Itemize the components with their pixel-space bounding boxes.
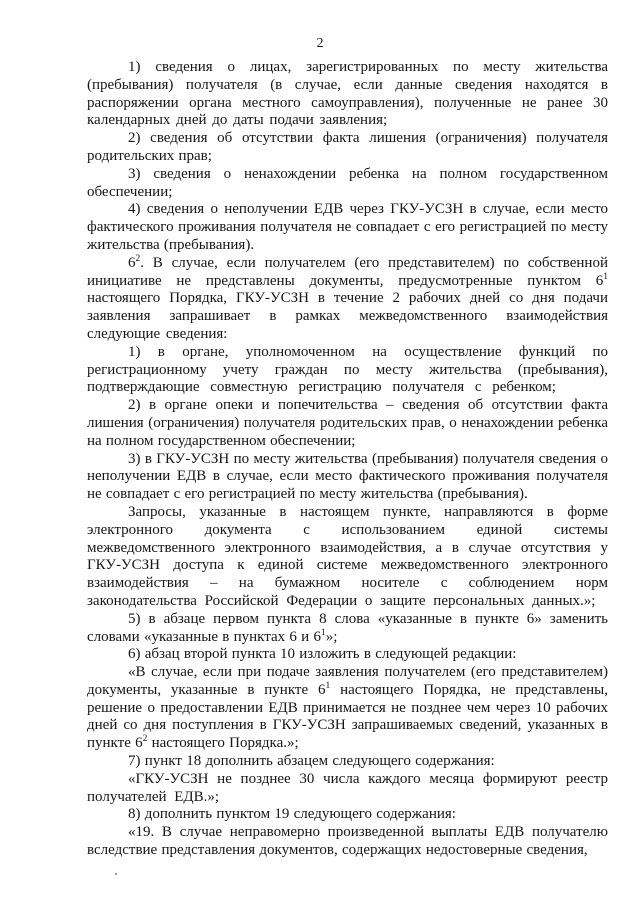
superscript: 1 (603, 271, 608, 282)
text-run: 3) сведения о ненахождении ребенка на полном государственном обеспечении; (87, 165, 608, 200)
text-run: 1) в органе, уполномоченном на осуществление функций по регистрационному учету граждан по месту жительства (пребывания), подтверждающие совместную регистрацию получателя с ребенком; (87, 343, 608, 396)
superscript: 1 (325, 680, 331, 691)
paragraph-p7 (87, 397, 608, 450)
text-run: 5) в абзаце первом пункта 8 слова «указанные в пункте 6» заменить словами «указанные в пунктах 6 и 6 (87, 610, 608, 645)
text-run: настоящего Порядка, ГКУ-УСЗН в течение 2 рабочих дней со дня подачи заявления запрашивает в рамках межведомственного взаимодействия следующие сведения: (87, 290, 608, 342)
text-run: 7) пункт 18 дополнить абзацем следующего содержания: (128, 753, 495, 770)
paragraph-p14 (87, 771, 608, 807)
text-run: »; (325, 628, 338, 645)
page-number: 2 (316, 36, 324, 51)
superscript: 1 (320, 627, 326, 638)
text-run: 3) в ГКУ-УСЗН по месту жительства (пребывания) получателя сведения о неполучении ЕДВ в случае, если место фактического проживания получателя не совпадает с его регистрацией по месту жительства (пребывания). (87, 450, 608, 503)
text-run: 4) сведения о неполучении ЕДВ через ГКУ-УСЗН в случае, если место фактического проживания получателя не совпадает с его регистрацией по месту жительства (пребывания). (87, 201, 608, 253)
text-run: настоящего Порядка.»; (147, 735, 299, 752)
text-run: 6) абзац второй пункта 10 изложить в следующей редакции: (128, 646, 517, 663)
paragraph-p6 (87, 344, 608, 397)
paragraph-p1 (87, 59, 608, 130)
text-run: 2) сведения об отсутствии факта лишения (ограничения) получателя родительских прав; (87, 130, 608, 164)
paragraph-p2 (87, 130, 608, 166)
paragraph-p5 (87, 255, 608, 344)
paragraph-p9 (87, 504, 608, 611)
paragraph-p4 (87, 201, 608, 254)
scan-speck (115, 873, 117, 875)
text-run: 8) дополнить пунктом 19 следующего содержания: (128, 806, 456, 823)
paragraph-p3 (87, 166, 608, 202)
text-run: 2) в органе опеки и попечительства – сведения об отсутствии факта лишения (ограничения) получателя родительских прав, о ненахождении ребенка на полном государственном обеспечении; (87, 397, 608, 449)
text-run: «В случае, если при подаче заявления получателем (его представителем) документы, указанные в пункте 6 (87, 664, 608, 698)
paragraph-p13 (87, 753, 608, 771)
text-run: настоящего Порядка, не представлены, решение о предоставлении ЕДВ принимается не позднее чем через 10 рабочих дней со дня поступления в ГКУ-УСЗН запрашиваемых сведений, указанных в пункте 6 (87, 681, 608, 752)
paragraph-p16 (87, 824, 608, 860)
document-body (87, 59, 608, 860)
paragraph-p8 (87, 451, 608, 504)
text-run: «ГКУ-УСЗН не позднее 30 числа каждого месяца формируют реестр получателей ЕДВ.»; (87, 770, 608, 805)
text-run: . В случае, если получателем (его представителем) по собственной инициативе не представлены документы, предусмотренные пунктом 6 (87, 254, 608, 289)
text-run: Запросы, указанные в настоящем пункте, направляются в форме электронного документа с использованием единой системы межведомственного электронного взаимодействия, а в случае отсутствия у ГКУ-УСЗН доступа к единой системе межведомственного электронного взаимодействия – на бумажном носителе с соблюдением норм законодательства Российской Федерации о защите персональных данных.»; (87, 503, 608, 609)
paragraph-p11 (87, 646, 608, 664)
text-run: 6 (128, 254, 136, 271)
paragraph-p15 (87, 806, 608, 824)
text-run: «19. В случае неправомерно произведенной выплаты ЕДВ получателю вследствие представления документов, содержащих недостоверные сведения, (87, 824, 608, 859)
superscript: 2 (135, 253, 141, 264)
superscript: 2 (142, 734, 148, 745)
paragraph-p12 (87, 664, 608, 753)
paragraph-p10 (87, 611, 608, 647)
text-run: 1) сведения о лицах, зарегистрированных по месту жительства (пребывания) получателя (в случае, если данные сведения находятся в распоряжении органа местного самоуправления), полученные не ранее 30 календарных дней до даты подачи заявления; (87, 59, 608, 129)
